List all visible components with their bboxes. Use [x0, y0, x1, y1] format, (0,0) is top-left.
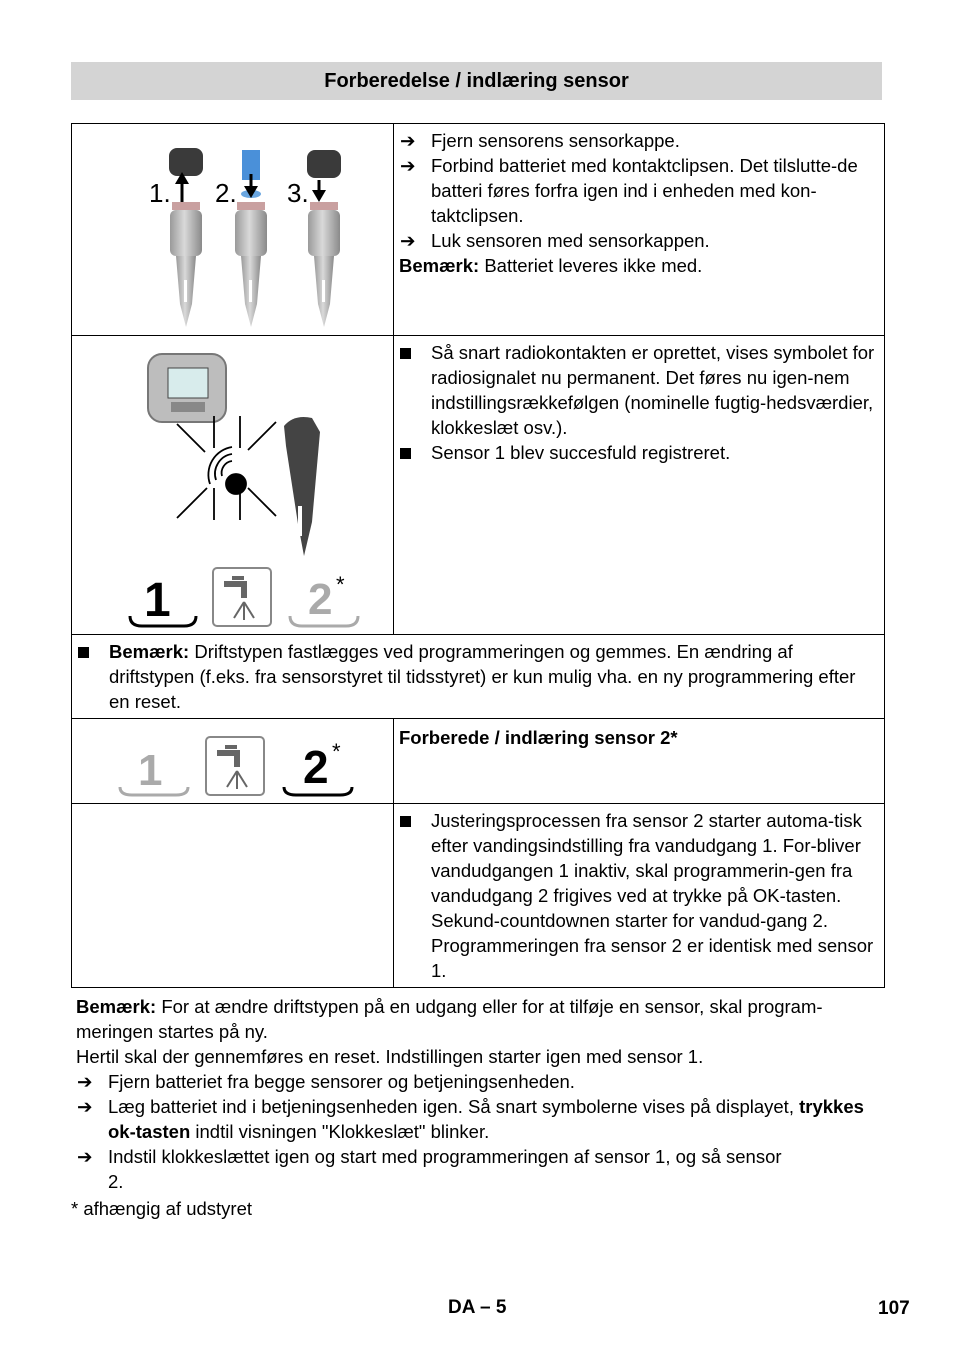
table-row: [72, 124, 885, 336]
arrow-right-icon: ➔: [77, 1096, 93, 1117]
arrow-right-icon: ➔: [77, 1071, 93, 1092]
svg-text:*: *: [336, 572, 345, 597]
sensor-3-drawing: [307, 150, 341, 327]
sensor2-title-cell: [394, 719, 885, 804]
svg-text:*: *: [332, 739, 341, 764]
sensor-cap-text-cell: [394, 124, 885, 336]
list-item: ➔ Fjern sensorens sensorkappe.: [400, 130, 680, 151]
water-tap-icon: [213, 568, 271, 626]
page-number: 107: [878, 1298, 910, 1319]
sensor-1-drawing: [169, 148, 203, 327]
arrow-down-icon: [312, 180, 326, 202]
control-unit-drawing: [148, 354, 226, 422]
square-bullet-icon: [78, 647, 89, 658]
square-bullet-icon: [400, 448, 411, 459]
note: Bemærk: For at ændre driftstypen på en udgang eller for at tilføje en sensor, skal program-meringen startes på ny.: [76, 996, 823, 1042]
arrow-up-icon: [175, 172, 189, 202]
table-row: [72, 719, 885, 804]
list-item: ➔ Forbind batteriet med kontaktclipsen. Det tilslutte-de batteri føres forfra igen ind i enheden med kon-taktclipsen.: [400, 155, 858, 226]
radio-contact-illustration: [72, 336, 393, 633]
signal-icon: [177, 416, 276, 520]
list-item: Sensor 1 blev succesfuld registreret.: [399, 440, 880, 465]
channel-2-icon: [284, 739, 352, 795]
footnote: * afhængig af udstyret: [71, 1198, 252, 1219]
list-item: ➔ Indstil klokkeslættet igen og start med programmeringen af sensor 1, og så sensor 2.: [77, 1146, 782, 1192]
arrow-right-icon: ➔: [77, 1146, 93, 1167]
sensor-cap-illustration: [72, 124, 393, 334]
table-row: [72, 635, 885, 719]
sensor2-channel-illustration: [72, 719, 393, 802]
channel-1-icon: [130, 574, 196, 627]
svg-text:1: 1: [138, 746, 163, 795]
reset-text: Hertil skal der gennemføres en reset. Indstillingen starter igen med sensor 1.: [76, 1046, 704, 1067]
list-item: ➔ Læg batteriet ind i betjeningsenheden igen. Så snart symbolerne vises på displayet, trykkes ok-tasten indtil visningen "Klokkeslæt" blinker.: [77, 1096, 864, 1142]
table-row: [72, 804, 885, 988]
arrow-right-icon: ➔: [400, 130, 416, 151]
arrow-right-icon: ➔: [400, 230, 416, 251]
step-label-3: 3.: [287, 178, 309, 208]
list-item: ➔ Luk sensoren med sensorkappen.: [400, 230, 710, 251]
channel-2-icon: [290, 572, 358, 626]
note-cell: [72, 635, 885, 719]
closing-notes: [76, 994, 886, 1194]
instruction-table: [71, 123, 885, 988]
sensor-cap-figure-cell: [72, 124, 394, 336]
radio-text-cell: [394, 336, 885, 635]
list-item: Justeringsprocessen fra sensor 2 starter automa-tisk efter vandingsindstilling fra vandudgang 1. For-bliver vandudgangen 1 inaktiv, skal programmerin-gen fra vandudgang 2 frigives ved at trykke på OK-tasten. Sekund-countdownen starter for vandud-gang 2. Programmeringen fra sensor 2 er identisk med sensor 1.: [399, 808, 880, 983]
channel-1-icon: [120, 746, 188, 795]
square-bullet-icon: [400, 348, 411, 359]
svg-text:2: 2: [308, 575, 333, 624]
subsection-title: Forberede / indlæring sensor 2*: [399, 727, 678, 748]
svg-text:1: 1: [144, 574, 171, 627]
sensor-drawing: [284, 417, 320, 556]
section-title: Forberedelse / indlæring sensor: [71, 62, 882, 100]
page-label: DA – 5: [448, 1297, 507, 1318]
sensor2-figure-cell: [72, 719, 394, 804]
sensor2-text-cell: [394, 804, 885, 988]
radio-figure-cell: [72, 336, 394, 635]
square-bullet-icon: [400, 816, 411, 827]
list-item: Bemærk: Driftstypen fastlægges ved programmeringen og gemmes. En ændring af driftstypen (f.eks. fra sensorstyret til tidsstyret) er kun mulig vha. en ny programmering efter en reset.: [77, 639, 878, 714]
table-row: [72, 336, 885, 635]
step-label-1: 1.: [149, 178, 171, 208]
svg-text:2: 2: [303, 741, 329, 793]
step-label-2: 2.: [215, 178, 237, 208]
list-item: Så snart radiokontakten er oprettet, vises symbolet for radiosignalet nu permanent. Det føres nu igen-nem indstillingsrækkefølgen (nominelle fugtig-hedsværdier, klokkeslæt osv.).: [399, 340, 880, 440]
water-tap-icon: [206, 737, 264, 795]
list-item: ➔ Fjern batteriet fra begge sensorer og betjeningsenheden.: [77, 1071, 575, 1092]
empty-cell: [72, 804, 394, 988]
arrow-right-icon: ➔: [400, 155, 416, 176]
note: Bemærk: Batteriet leveres ikke med.: [399, 255, 703, 276]
